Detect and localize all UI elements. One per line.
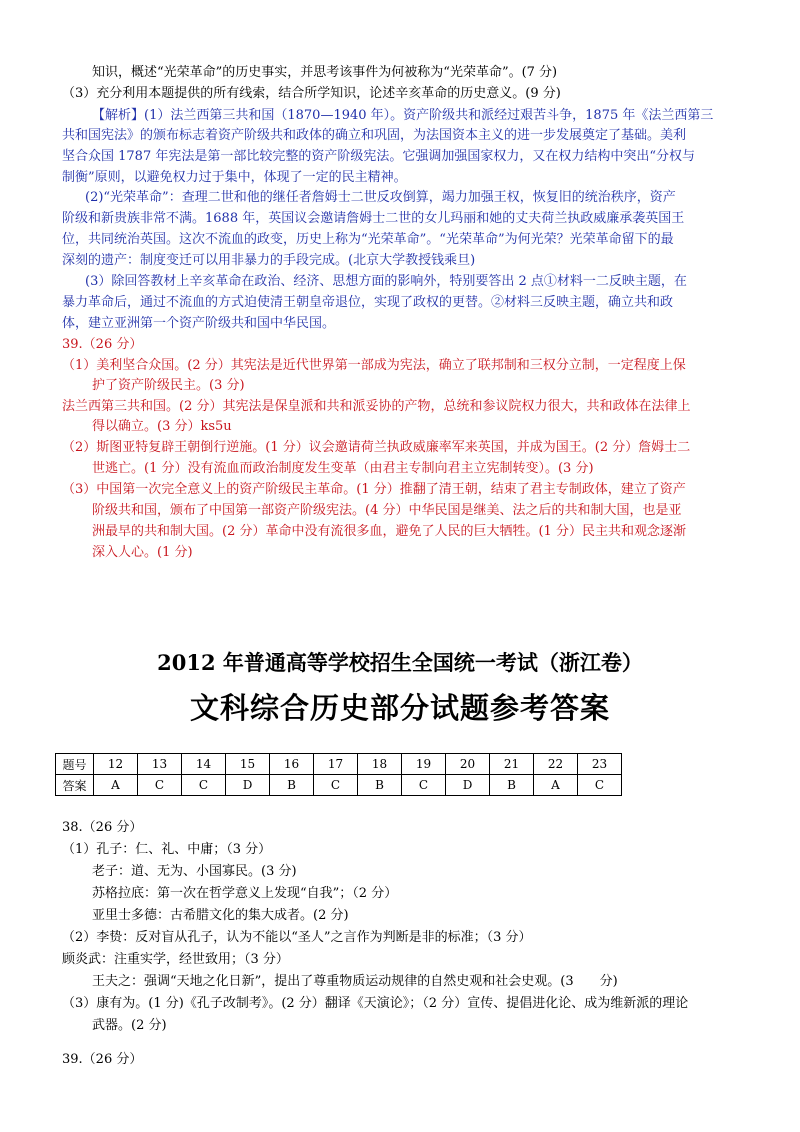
- q38-line6: 顾炎武：注重实学，经世致用；（3 分）: [62, 952, 289, 967]
- table-cell: 15: [226, 754, 270, 775]
- question-3: （3）充分利用本题提供的所有线索，结合所学知识，论述辛亥革命的历史意义。(9 分): [62, 86, 561, 101]
- table-cell: 23: [578, 754, 622, 775]
- red-answer-3-line4: 深入人心。(1 分): [92, 545, 193, 560]
- analysis-1-line4: 制衡”原则，以避免权力过于集中，体现了一定的民主精神。: [62, 170, 407, 185]
- red-answer-1-line4: 得以确立。(3 分）ks5u: [92, 419, 232, 434]
- analysis-3-line2: 暴力革命后，通过不流血的方式迫使清王朝皇帝退位，实现了政权的更替。②材料三反映主题，确立共和政: [62, 295, 674, 310]
- question-38-head: 38.（26 分）: [62, 820, 143, 835]
- table-row-answers: [56, 775, 622, 796]
- table-cell: 13: [138, 754, 182, 775]
- table-cell: C: [182, 775, 226, 796]
- table-cell: C: [314, 775, 358, 796]
- analysis-1-line2: 共和国宪法》的颁布标志着资产阶级共和政体的确立和巩固，为法国资本主义的进一步发展奠定了基础。美利: [62, 128, 687, 143]
- question-2-line2: 知识，概述“光荣革命”的历史事实，并思考该事件为何被称为“光荣革命”。(7 分): [92, 65, 558, 80]
- analysis-1-line1-text: (1）法兰西第三共和国（1870—1940 年）。资产阶级共和派经过艰苦斗争，1875 年《法兰西第三: [144, 108, 714, 123]
- table-cell: 19: [402, 754, 446, 775]
- analysis-1-line3: 坚合众国 1787 年宪法是第一部比较完整的资产阶级宪法。它强调加强国家权力，又在权力结构中突出“分权与: [62, 149, 695, 164]
- table-cell: A: [534, 775, 578, 796]
- table-cell: C: [138, 775, 182, 796]
- table-cell: C: [402, 775, 446, 796]
- table-cell: 14: [182, 754, 226, 775]
- answer-key-title: 文科综合历史部分试题参考答案: [189, 691, 610, 725]
- table-cell: C: [578, 775, 622, 796]
- q38-line8: （3）康有为。(1 分)《孔子改制考》。(2 分）翻译《天演论》；（2 分）宣传、提倡进化论、成为维新派的理论: [62, 996, 689, 1011]
- table-cell: 12: [94, 754, 138, 775]
- red-question-39-head: 39.（26 分）: [62, 337, 143, 352]
- q38-line5: （2）李贽：反对盲从孔子，认为不能以“圣人”之言作为判断是非的标准；（3 分）: [62, 930, 532, 945]
- answer-table: [55, 753, 622, 796]
- q38-line3: 苏格拉底：第一次在哲学意义上发现“自我”；（2 分）: [92, 886, 398, 901]
- table-cell: D: [226, 775, 270, 796]
- q38-line7: 王夫之：强调“天地之化日新”，提出了尊重物质运动规律的自然史观和社会史观。(3 分): [92, 974, 618, 989]
- red-answer-1-line3: 法兰西第三共和国。(2 分）其宪法是保皇派和共和派妥协的产物，总统和参议院权力很大，共和政体在法律上: [62, 399, 691, 414]
- analysis-2-line4: 深刻的遗产：制度变迁可以用非暴力的手段完成。(北京大学教授钱乘旦): [62, 253, 476, 268]
- q38-line2: 老子：道、无为、小国寡民。(3 分): [92, 864, 297, 879]
- table-cell: D: [446, 775, 490, 796]
- table-cell: 22: [534, 754, 578, 775]
- q38-line9: 武器。(2 分): [92, 1018, 167, 1033]
- red-answer-3-line2: 阶级共和国，颁布了中国第一部资产阶级宪法。(4 分）中华民国是继美、法之后的共和制大国，也是亚: [92, 503, 682, 518]
- table-cell: 17: [314, 754, 358, 775]
- table-header-answer: 答案: [56, 775, 94, 796]
- table-cell: 18: [358, 754, 402, 775]
- analysis-2-line1: (2)“光荣革命”：查理二世和他的继任者詹姆士二世反攻倒算，竭力加强王权，恢复旧的统治秩序，资产: [85, 190, 676, 205]
- red-answer-3-line3: 洲最早的共和制大国。(2 分）革命中没有流很多血，避免了人民的巨大牺牲。(1 分）民主共和观念逐渐: [92, 524, 686, 539]
- red-answer-2-line1: （2）斯图亚特复辟王朝倒行逆施。(1 分）议会邀请荷兰执政威廉率军来英国，并成为国王。(2 分）詹姆士二: [62, 440, 691, 455]
- red-answer-1-line1: （1）美利坚合众国。(2 分）其宪法是近代世界第一部成为宪法，确立了联邦制和三权分立制，一定程度上保: [62, 358, 686, 373]
- table-cell: 16: [270, 754, 314, 775]
- analysis-tag: 【解析】: [92, 108, 145, 123]
- table-cell: 21: [490, 754, 534, 775]
- table-header-number: 题号: [56, 754, 94, 775]
- table-cell: A: [94, 775, 138, 796]
- exam-title: 2012 年普通高等学校招生全国统一考试（浙江卷）: [157, 650, 643, 675]
- table-cell: B: [270, 775, 314, 796]
- analysis-2-line3: 位，共同统治英国。这次不流血的政变，历史上称为“光荣革命”。“光荣革命”为何光荣？光荣革命留下的最: [62, 232, 674, 247]
- table-cell: 20: [446, 754, 490, 775]
- q38-line1: （1）孔子：仁、礼、中庸；（3 分）: [62, 842, 272, 857]
- red-answer-2-line2: 世逃亡。(1 分）没有流血而政治制度发生变革（由君主专制向君主立宪制转变）。(3 分): [92, 461, 594, 476]
- table-cell: B: [490, 775, 534, 796]
- red-answer-1-line2: 护了资产阶级民主。(3 分): [92, 378, 245, 393]
- question-39-head: 39.（26 分）: [62, 1052, 143, 1067]
- analysis-1-line1: [92, 108, 713, 124]
- table-cell: B: [358, 775, 402, 796]
- table-row-numbers: [56, 754, 622, 775]
- analysis-2-line2: 阶级和新贵族非常不满。1688 年，英国议会邀请詹姆士二世的女儿玛丽和她的丈夫荷兰执政威廉承袭英国王: [62, 211, 685, 226]
- red-answer-3-line1: （3）中国第一次完全意义上的资产阶级民主革命。(1 分）推翻了清王朝，结束了君主专制政体，建立了资产: [62, 482, 686, 497]
- analysis-3-line1: (3）除回答教材上辛亥革命在政治、经济、思想方面的影响外，特别要答出 2 点①材料一二反映主题，在: [85, 274, 687, 289]
- analysis-3-line3: 体，建立亚洲第一个资产阶级共和国中华民国。: [62, 316, 336, 331]
- q38-line4: 亚里士多德：古希腊文化的集大成者。(2 分): [92, 908, 349, 923]
